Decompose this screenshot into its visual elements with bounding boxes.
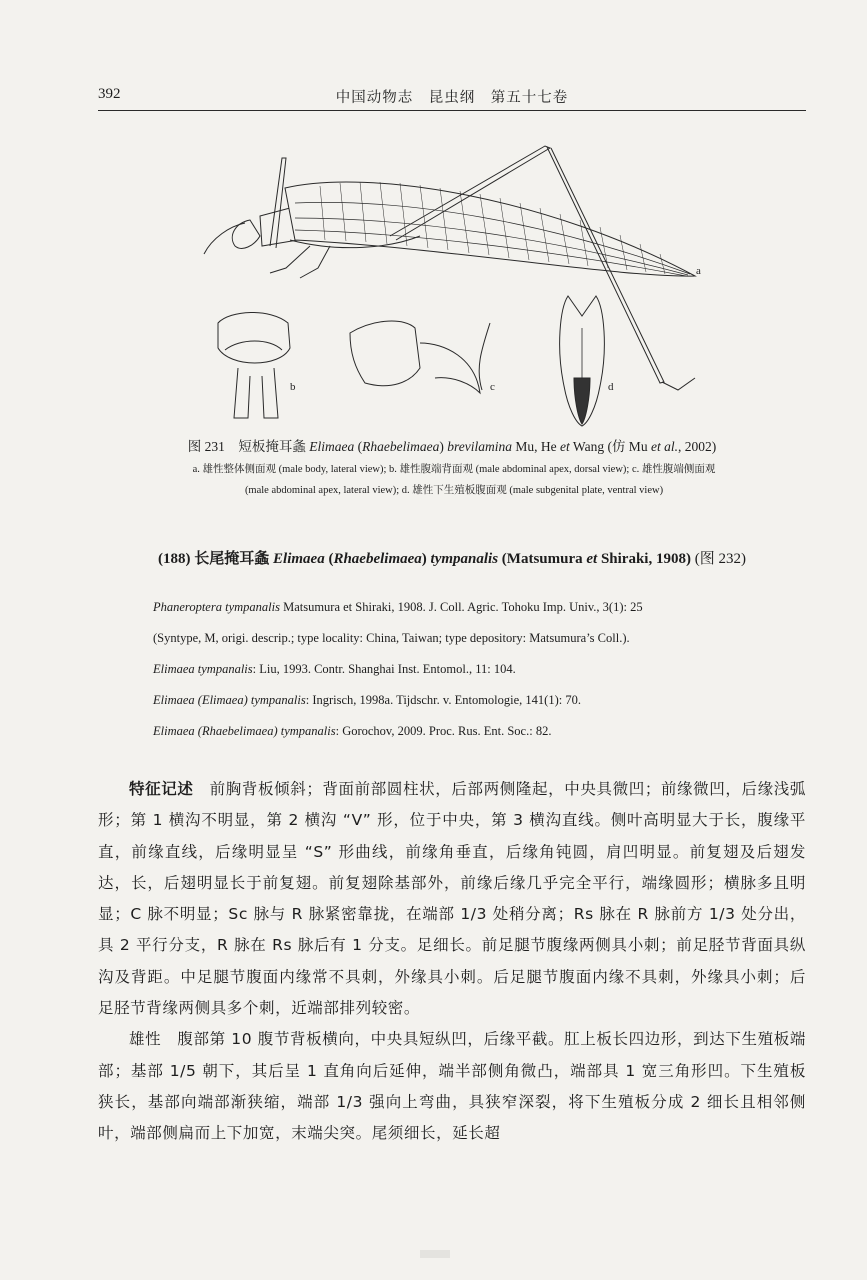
description-paragraph: 特征记述 前胸背板倾斜；背面前部圆柱状，后部两侧隆起，中央具微凹；前缘微凹，后缘浅弧形；第 1 横沟不明显，第 2 横沟 “V” 形，位于中央，第 3 横沟直线。侧叶高明显大于长，腹缘平直，前缘直线，后缘明显呈 “S” 形曲线，前缘角垂直，后缘角钝圆，肩凹明显。前复翅及后翅发达，长，后翅明显长于前复翅。前复翅除基部外，前缘后缘几乎完全平行，端缘圆形；横脉多且明显；C 脉不明显；Sc 脉与 R 脉紧密靠拢，在端部 1/3 处稍分离；Rs 脉在 R 脉前方 1/3 处分出，具 2 平行分支，R 脉在 Rs 脉后有 1 分支。足细长。前足腿节腹缘两侧具小刺；前足胫节背面具纵沟及背距。中足腿节腹面内缘常不具刺，外缘具小刺。后足腿节腹面内缘不具刺，外缘具小刺；后足胫节背缘两侧具多个刺，近端部排列较密。 [98, 780, 806, 1018]
running-title: 中国动物志 昆虫纲 第五十七卷 [335, 90, 569, 106]
male-description-paragraph: 雄性 腹部第 10 腹节背板横向，中央具短纵凹，后缘平截。肛上板长四边形，到达下生殖板端部；基部 1/5 朝下，其后呈 1 直角向后延伸，端半部侧角微凸，端部具 1 宽三角形凹。下生殖板狭长，基部向端部渐狭缩，端部 1/3 强向上弯曲，具狭窄深裂，将下生殖板分成 2 细长且相邻侧叶，端部侧扁而上下加宽，末端尖突。尾须细长，延长超 [98, 1030, 806, 1143]
footer-mark [420, 1250, 450, 1258]
caption-line-2: (male abdominal apex, lateral view); d. 雄性下生殖板腹面观 (male subgenital plate, ventral view) [244, 485, 664, 496]
figure-b-abdomen-dorsal [218, 312, 290, 363]
figure-caption-title: 图 231 短板掩耳螽 Elimaea (Rhaebelimaea) brevilamina Mu, He et Wang (仿 Mu et al., 2002) [187, 439, 717, 454]
description-lead: 特征记述 [129, 780, 194, 798]
figure-label-c: c [490, 381, 495, 393]
synonym-entry: Phaneroptera tympanalis Matsumura et Shiraki, 1908. J. Coll. Agric. Tohoku Imp. Univ., 3(1): 25 [153, 600, 643, 614]
insect-wing [285, 182, 695, 276]
synonym-entry: Elimaea (Elimaea) tympanalis: Ingrisch, 1998a. Tijdschr. v. Entomologie, 141(1): 70. [153, 693, 581, 707]
figure-label-a: a [696, 265, 701, 277]
synonym-entry-continued: (Syntype, M, origi. descrip.; type locality: China, Taiwan; type depository: Matsumura’s Coll.). [153, 631, 630, 645]
page-number: 392 [98, 86, 121, 102]
synonym-entry: Elimaea (Rhaebelimaea) tympanalis: Gorochov, 2009. Proc. Rus. Ent. Soc.: 82. [153, 724, 552, 738]
figure-label-d: d [608, 381, 614, 393]
species-heading: (188) 长尾掩耳螽 Elimaea (Rhaebelimaea) tympanalis (Matsumura et Shiraki, 1908) (图 232) [158, 551, 746, 567]
hind-tarsus [662, 378, 695, 390]
figure-caption-legend [120, 459, 788, 501]
species-description [98, 774, 806, 1150]
synonym-entry: Elimaea tympanalis: Liu, 1993. Contr. Shanghai Inst. Entomol., 11: 104. [153, 662, 516, 676]
caption-line-1: a. 雄性整体侧面观 (male body, lateral view); b. 雄性腹端背面观 (male abdominal apex, dorsal view); c. 雄性腹端侧面观 [192, 464, 716, 475]
antenna-line [204, 223, 245, 254]
katydid-illustration [190, 128, 710, 428]
figure-label-b: b [290, 381, 296, 393]
insect-head [232, 220, 260, 248]
front-leg [270, 158, 286, 248]
figure-231 [190, 128, 710, 428]
middle-leg [270, 246, 310, 273]
figure-c-abdomen-lateral [350, 321, 420, 386]
synonymy-list [115, 592, 805, 747]
page-header [98, 84, 806, 111]
